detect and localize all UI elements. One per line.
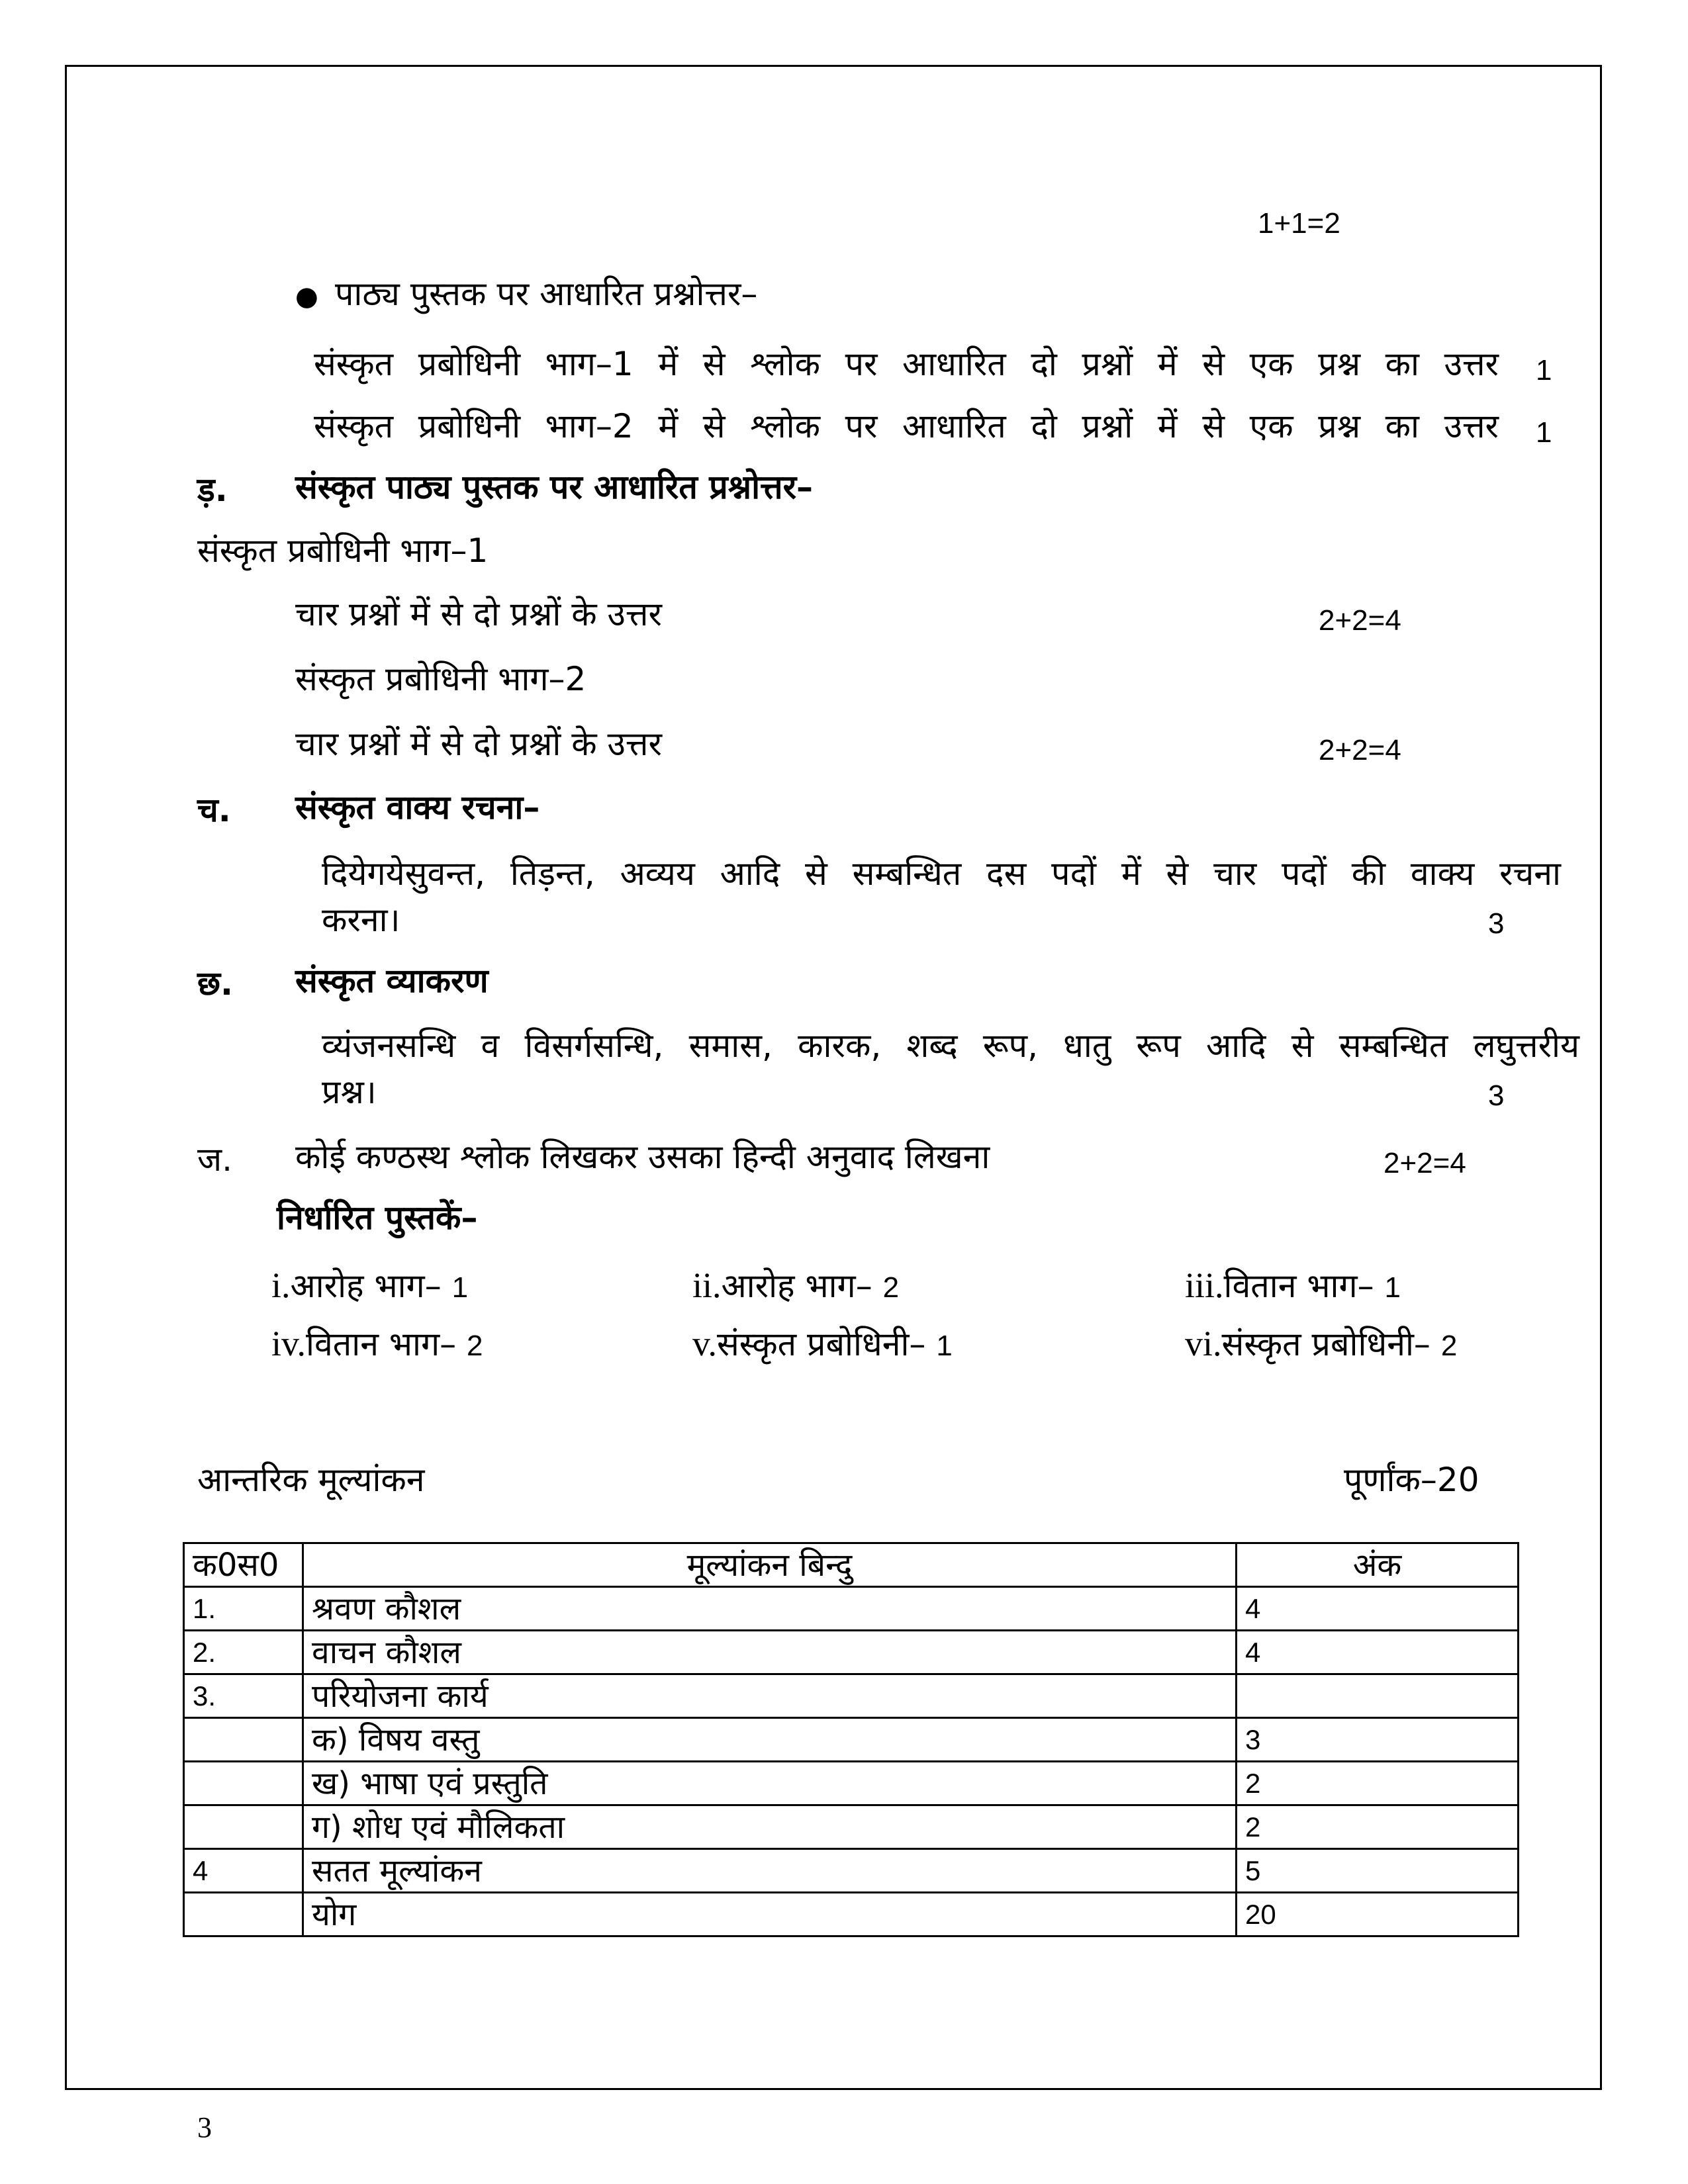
top-marks: 1+1=2 [1258,207,1340,240]
bullet-line-2-marks: 1 [1536,416,1552,449]
book-item [692,1324,953,1366]
table-row [184,1805,1519,1849]
section-cha-title: संस्कृत वाक्य रचना– [295,788,540,827]
book-num: v. [692,1324,717,1363]
section-chha-marks: 3 [1488,1079,1505,1112]
book-part: 2 [467,1330,483,1362]
row-serial [184,1718,303,1762]
book-num: vi. [1185,1324,1222,1363]
row-point: श्रवण कौशल [303,1587,1237,1631]
row-point: सतत मूल्यांकन [303,1849,1237,1893]
section-ja-marks: 2+2=4 [1383,1147,1466,1179]
row-serial [184,1762,303,1805]
book-part: 2 [1440,1330,1458,1362]
row-serial: 4 [184,1849,303,1893]
section-ja-title: कोई कण्ठस्थ श्लोक लिखकर उसका हिन्दी अनुवाद लिखना [295,1138,990,1176]
bullet-line-2: संस्कृत प्रबोधिनी भाग–2 में से श्लोक पर आधारित दो प्रश्नों में से एक प्रश्न का उत्तर [314,407,1499,445]
section-cha-line1: दियेगयेसुवन्त, तिड़न्त, अव्यय आदि से सम्बन्धित दस पदों में से चार पदों की वाक्य रचना [322,854,1561,893]
row-point: परियोजना कार्य [303,1674,1237,1718]
row-marks: 4 [1237,1587,1519,1631]
internal-title: आन्तरिक मूल्यांकन [197,1461,425,1499]
row-marks: 2 [1237,1805,1519,1849]
book-part: 1 [451,1271,469,1304]
bullet-icon: ● [295,281,318,312]
table-row [184,1587,1519,1631]
row-serial [184,1805,303,1849]
book-name: वितान भाग– [306,1325,457,1363]
section-chha-line2: प्रश्न। [322,1073,377,1111]
section-chha-title: संस्कृत व्याकरण [295,962,489,1000]
bullet-title: पाठ्य पुस्तक पर आधारित प्रश्नोत्तर– [335,275,758,313]
book-item [271,1265,468,1308]
section-nga-title: संस्कृत पाठ्य पुस्तक पर आधारित प्रश्नोत्तर– [295,468,814,506]
section-chha-line1: व्यंजनसन्धि व विसर्गसन्धि, समास, कारक, शब्द रूप, धातु रूप आदि से सम्बन्धित लघुत्तरीय [322,1026,1579,1065]
row-marks [1237,1674,1519,1718]
section-nga-m2: 2+2=4 [1319,734,1401,766]
book-num: ii. [692,1265,722,1305]
bullet-line-1-marks: 1 [1536,354,1552,387]
table-row [184,1849,1519,1893]
books-title: निर्धारित पुस्तकें– [277,1199,478,1237]
book-name: वितान भाग– [1223,1267,1374,1305]
internal-total: पूर्णांक–20 [1344,1461,1479,1499]
section-cha-label: च. [197,791,231,829]
book-num: iii. [1185,1265,1224,1305]
section-nga-label: ड़. [197,471,228,509]
row-serial [184,1893,303,1936]
row-marks: 4 [1237,1631,1519,1674]
row-marks: 20 [1237,1893,1519,1936]
table-row [184,1674,1519,1718]
table-row [184,1762,1519,1805]
row-point: ग) शोध एवं मौलिकता [303,1805,1237,1849]
book-item [692,1265,899,1308]
book-name: संस्कृत प्रबोधिनी– [717,1325,926,1363]
book-item [1185,1324,1457,1366]
row-point: क) विषय वस्तु [303,1718,1237,1762]
table-row-total [184,1893,1519,1936]
book-num: i. [271,1265,291,1305]
row-marks: 5 [1237,1849,1519,1893]
table-row [184,1718,1519,1762]
section-chha-label: छ. [197,964,234,1003]
row-point: योग [303,1893,1237,1936]
section-nga-q2: चार प्रश्नों में से दो प्रश्नों के उत्तर [295,725,662,763]
book-num: iv. [271,1324,306,1363]
header-serial: क0स0 [184,1543,303,1587]
row-marks: 2 [1237,1762,1519,1805]
section-cha-line2: करना। [322,901,400,939]
table-row [184,1631,1519,1674]
book-name: आरोह भाग– [721,1267,872,1305]
section-nga-m1: 2+2=4 [1319,604,1401,637]
assessment-table [183,1542,1519,1937]
page-number: 3 [197,2111,212,2144]
book-name: आरोह भाग– [290,1267,442,1305]
book-item [271,1324,483,1366]
book-part: 1 [936,1330,953,1362]
row-serial: 2. [184,1631,303,1674]
row-point: ख) भाषा एवं प्रस्तुति [303,1762,1237,1805]
section-ja-label: ज. [197,1140,232,1179]
row-serial: 3. [184,1674,303,1718]
book-part: 1 [1384,1271,1401,1304]
bullet-line-1: संस्कृत प्रबोधिनी भाग–1 में से श्लोक पर आधारित दो प्रश्नों में से एक प्रश्न का उत्तर [314,345,1499,383]
section-nga-part1: संस्कृत प्रबोधिनी भाग–1 [197,531,489,570]
section-nga-q1: चार प्रश्नों में से दो प्रश्नों के उत्तर [295,595,662,633]
table-header-row [184,1543,1519,1587]
header-marks: अंक [1237,1543,1519,1587]
row-point: वाचन कौशल [303,1631,1237,1674]
book-item [1185,1265,1401,1308]
book-part: 2 [882,1271,900,1304]
header-point: मूल्यांकन बिन्दु [303,1543,1237,1587]
row-serial: 1. [184,1587,303,1631]
book-name: संस्कृत प्रबोधिनी– [1221,1325,1430,1363]
section-nga-part2: संस्कृत प्रबोधिनी भाग–2 [295,660,586,698]
row-marks: 3 [1237,1718,1519,1762]
section-cha-marks: 3 [1488,907,1505,940]
